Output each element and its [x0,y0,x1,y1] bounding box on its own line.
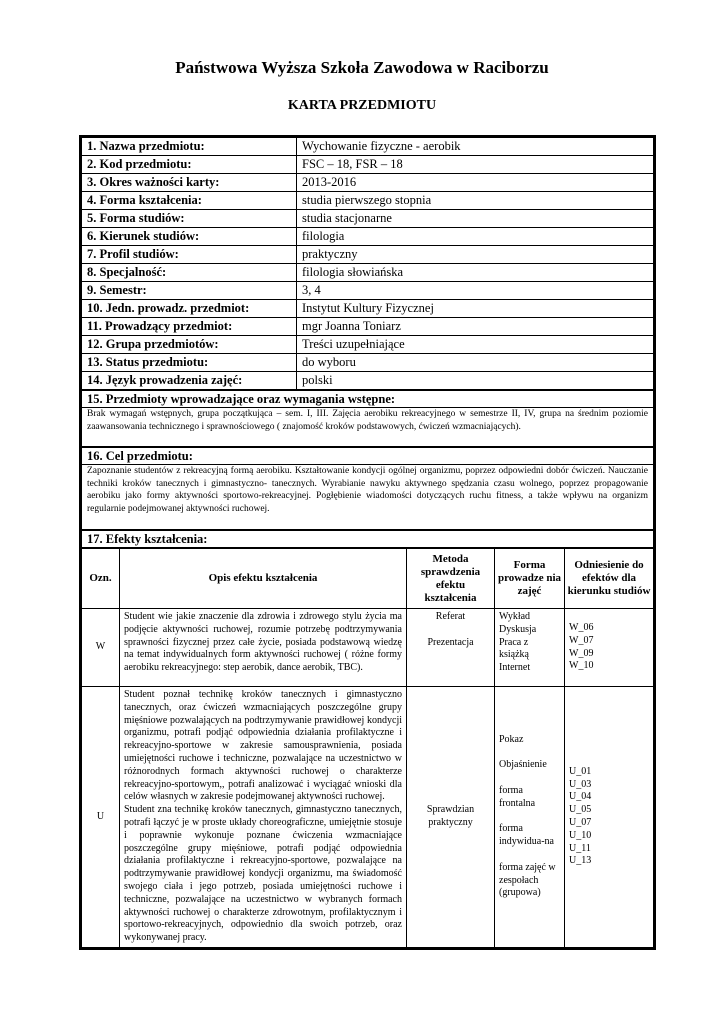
section-16-title: 16. Cel przedmiotu: [82,448,654,465]
section-15-text: Brak wymagań wstępnych, grupa początkująca – sem. I, III. Zajęcia aerobiku rekreacyjnego w semestrze II, IV, grupa na średnim poziomie zaawansowania technicznego i sprawnościowego ( znajomość kroków podstawowych, ćwiczeń wzmacniających). [82,408,654,447]
field-row [82,300,654,318]
effect-reference: W_06 W_07 W_09 W_10 [565,609,654,687]
section-15-title: 15. Przedmioty wprowadzające oraz wymagania wstępne: [82,391,654,408]
field-value: filologia [297,228,654,246]
field-label: 13. Status przedmiotu: [82,354,297,372]
field-row [82,354,654,372]
effect-method: Referat Prezentacja [407,609,495,687]
field-label: 6. Kierunek studiów: [82,228,297,246]
field-label: 12. Grupa przedmiotów: [82,336,297,354]
header-odniesienie: Odniesienie do efektów dla kierunku studiów [565,549,654,609]
effect-description: Student wie jakie znaczenie dla zdrowia i zdrowego stylu życia ma podjęcie aktywności ruchowej, rozumie potrzebę podtrzymywania sprawności fizycznej przez całe życie, posiada podstawową wiedzę na temat indywidualnych form aktywności ruchowej ( różne formy aerobiku rekreacyjnego: step aerobik, dance aerobik, TBC). [120,609,407,687]
field-value: Wychowanie fizyczne - aerobik [297,138,654,156]
field-label: 1. Nazwa przedmiotu: [82,138,297,156]
field-value: FSC – 18, FSR – 18 [297,156,654,174]
field-value: 2013-2016 [297,174,654,192]
effects-table [81,548,654,948]
field-value: 3, 4 [297,282,654,300]
field-value: praktyczny [297,246,654,264]
field-row [82,138,654,156]
field-value: do wyboru [297,354,654,372]
section-17 [81,530,654,548]
field-row [82,246,654,264]
field-value: studia pierwszego stopnia [297,192,654,210]
table-row [82,609,654,687]
field-row [82,228,654,246]
header-ozn: Ozn. [82,549,120,609]
header-opis: Opis efektu kształcenia [120,549,407,609]
header-metoda: Metoda sprawdzenia efektu kształcenia [407,549,495,609]
field-row [82,372,654,390]
effect-method: Sprawdzian praktyczny [407,687,495,948]
field-row [82,192,654,210]
field-row [82,264,654,282]
field-label: 4. Forma kształcenia: [82,192,297,210]
field-value: Treści uzupełniające [297,336,654,354]
field-row [82,336,654,354]
field-row [82,210,654,228]
section-16 [81,447,654,530]
field-value: studia stacjonarne [297,210,654,228]
course-card [79,135,656,950]
document-title: KARTA PRZEDMIOTU [287,98,437,113]
institution-title: Państwowa Wyższa Szkoła Zawodowa w Raciborzu [175,58,549,77]
field-label: 7. Profil studiów: [82,246,297,264]
field-label: 5. Forma studiów: [82,210,297,228]
effect-reference: U_01 U_03 U_04 U_05 U_07 U_10 U_11 U_13 [565,687,654,948]
table-row [82,687,654,948]
section-15 [81,390,654,447]
field-row [82,174,654,192]
field-label: 3. Okres ważności karty: [82,174,297,192]
field-label: 9. Semestr: [82,282,297,300]
effect-description: Student poznał technikę kroków tanecznych i gimnastyczno tanecznych, oraz ćwiczeń wzmacniających poszczególne grupy mięśniowe pozwalających na podtrzymywanie prawidłowej kondycji organizmu, potrafi podjąć odpowiednia działania profilaktyczne i rekreacyjno-sportowe w zakresie samousprawnienia, posiada umiejętności ruchowe i techniczne, pozwalające na uczestnictwo w różnorodnych formach aktywności ruchowej o charakterze rekreacyjno-sportowym,, potrafi analizować i wyciągać wnioski dla celów własnych w zakresie podejmowanej aktywności ruchowej. Student zna technikę kroków tanecznych, gimnastyczno tanecznych, potrafi łączyć je w proste układy choreograficzne, umiejętnie stosuje i poprawnie wykonuje poznane ćwiczenia wzmacniające poszczególne grupy mięśniowe, potrafi podjąć odpowiednia działania profilaktyczne i rekreacyjno-sportowe, pozwalające na podtrzymywanie prawidłowej kondycji organizmu, ma świadomość swojego ciała i jego potrzeb, posiada umiejętności ruchowe i techniczne, pozwalające na uczestnictwo w wybranych formach aktywności ruchowej o charakterze zdrowotnym, profilaktycznym i sportowo-rekreacyjnych, odpowiednio dla swoich potrzeb, oraz wykonywanej pracy. [120,687,407,948]
header-forma: Forma prowadze nia zajęć [495,549,565,609]
field-label: 10. Jedn. prowadz. przedmiot: [82,300,297,318]
field-label: 8. Specjalność: [82,264,297,282]
section-16-text: Zapoznanie studentów z rekreacyjną formą aerobiku. Kształtowanie kondycji ogólnej organizmu, poprzez odpowiedni dobór ćwiczeń. Nauczanie techniki kroków tanecznych i gimnastyczno- tanecznych. Wyrabianie nawyku aktywnego spędzania czasu wolnego, poprzez propagowanie aerobiku jako formy aktywności sportowo-rekreacyjnej. Pogłębienie wiadomości dotyczących ruchu fitness, a także wpływu na organizm regularnie podejmowanej aktywności ruchowej. [82,465,654,530]
field-value: Instytut Kultury Fizycznej [297,300,654,318]
field-label: 11. Prowadzący przedmiot: [82,318,297,336]
effect-code: W [82,609,120,687]
field-label: 2. Kod przedmiotu: [82,156,297,174]
effect-form: Pokaz Objaśnienie forma frontalna forma indywidua-na forma zajęć w zespołach (grupowa) [495,687,565,948]
field-value: filologia słowiańska [297,264,654,282]
field-row [82,156,654,174]
field-label: 14. Język prowadzenia zajęć: [82,372,297,390]
field-row [82,318,654,336]
field-row [82,282,654,300]
effect-code: U [82,687,120,948]
effect-form: Wykład Dyskusja Praca z książką Internet [495,609,565,687]
course-fields-table [81,137,654,390]
field-value: polski [297,372,654,390]
section-17-title: 17. Efekty kształcenia: [82,531,654,548]
field-value: mgr Joanna Toniarz [297,318,654,336]
